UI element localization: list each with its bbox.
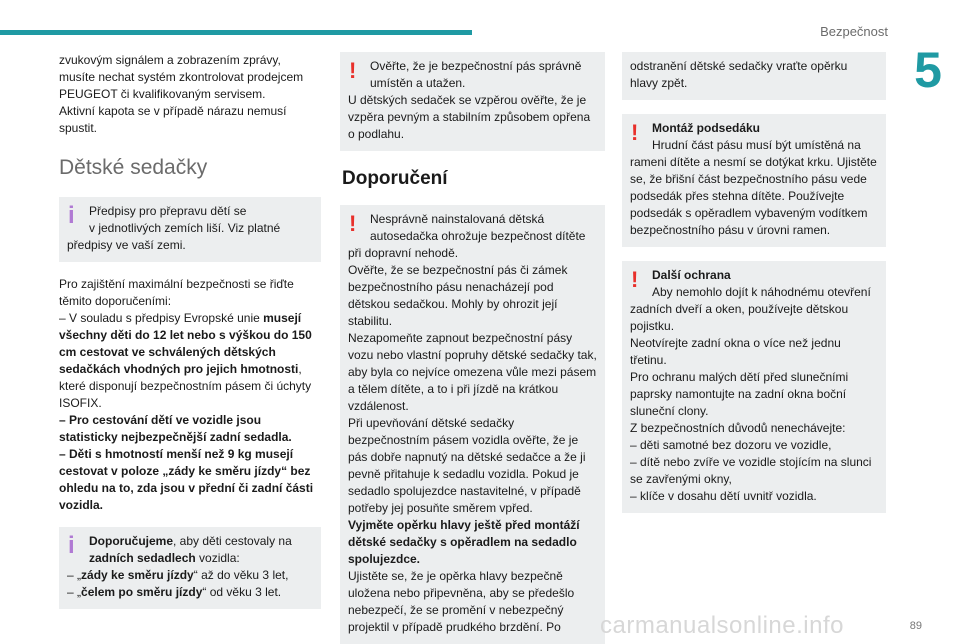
warning-text: Ověřte, že se bezpečnostní pás či zámek bezpečnostního pásu nenacházejí pod dětskou sedačkou. Mohly by ohrozit její stabilitu.	[348, 263, 568, 328]
warning-text: o podlahu.	[348, 127, 405, 141]
info-text: v jednotlivých zemích liší. Viz platné	[89, 221, 281, 235]
bullet: – V souladu s předpisy Evropské unie musejí všechny děti do 12 let nebo s výškou do 150 cm cestovat ve schválených dětských sedačkách vhodných pro jejich hmotnosti, které disponují bezpečnostním pásem či úchyty ISOFIX.	[59, 311, 312, 410]
warning-text: odstranění dětské sedačky vraťte opěrku	[630, 59, 848, 73]
intro-line: Aktivní kapota se v případě nárazu nemusí	[59, 104, 287, 118]
info-text: předpisy ve vaší zemi.	[67, 238, 186, 252]
warning-text: U dětských sedaček se vzpěrou ověřte, že je	[348, 93, 587, 107]
section-title: Bezpečnost	[820, 24, 888, 39]
warning-text: Hrudní část pásu musí být umístěná na	[652, 138, 861, 152]
list-item: – klíče v dosahu dětí uvnitř vozidla.	[630, 489, 817, 503]
warning-box-booster	[622, 114, 886, 247]
intro-line: zvukovým signálem a zobrazením zprávy,	[59, 53, 281, 67]
info-list-item: – „zády ke směru jízdy“ až do věku 3 let,	[67, 568, 289, 582]
bullet: – Pro cestování dětí ve vozidle jsou statisticky nejbezpečnější zadní sedadla.	[59, 413, 292, 444]
bullet: – Děti s hmotností menší než 9 kg musejí cestovat v poloze „zády ke směru jízdy“ bez ohledu na to, zda jsou v přední či zadní části vozidla.	[59, 447, 314, 512]
intro-line: PEUGEOT či kvalifikovaným servisem.	[59, 87, 266, 101]
warning-text: Pro ochranu malých dětí před slunečními paprsky namontujte na zadní okna boční sluneční clony.	[630, 370, 849, 418]
list-item: – dítě nebo zvíře ve vozidle stojícím na slunci se zavřenými okny,	[630, 455, 872, 486]
info-text: Doporučujeme, aby děti cestovaly na	[89, 534, 292, 548]
heading-recommendations: Doporučení	[342, 168, 448, 189]
intro-line: spustit.	[59, 121, 98, 135]
warning-text: Ověřte, že je bezpečnostní pás správně	[370, 59, 582, 73]
warning-box-installation	[340, 205, 605, 644]
warning-title: Další ochrana	[652, 268, 731, 282]
column-middle	[340, 52, 605, 644]
warning-icon: !	[349, 211, 357, 236]
warning-text: Nezapomeňte zapnout bezpečnostní pásy vozu nebo vlastní popruhy dětské sedačky tak, aby byla co nejvíce omezena vůle mezi pásem a tělem dítěte, a to i při jízdě na krátkou vzdálenost.	[348, 331, 597, 413]
info-text: zadních sedadlech vozidla:	[89, 551, 240, 565]
warning-text: autosedačka ohrožuje bezpečnost dítěte	[370, 229, 586, 243]
warning-box-belt	[340, 52, 605, 151]
warning-text: Vyjměte opěrku hlavy ještě před montáží dětské sedačky s opěradlem na sedadlo spolujezdce.	[348, 518, 580, 566]
warning-text: Nesprávně nainstalovaná dětská	[370, 212, 545, 226]
warning-text: Při upevňování dětské sedačky bezpečnostním pásem vozidla ověřte, že je pás dobře napnutý na dětské sedačce a že ji pevně přitahuje k sedadlu vozidla. Pokud je sedadlo spolujezdce nastavitelné, v případě potřeby jej posuňte směrem vpřed.	[348, 416, 586, 515]
warning-text: Neotvírejte zadní okna o více než jednu třetinu.	[630, 336, 841, 367]
watermark: carmanualsonline.info	[600, 612, 844, 639]
info-list-item: – „čelem po směru jízdy“ od věku 3 let.	[67, 585, 282, 599]
info-text: Předpisy pro přepravu dětí se	[89, 204, 247, 218]
column-right	[622, 52, 886, 513]
warning-icon: !	[631, 267, 639, 292]
list-item: – děti samotné bez dozoru ve vozidle,	[630, 438, 832, 452]
warning-text: Z bezpečnostních důvodů nenechávejte:	[630, 421, 846, 435]
warning-box-protection	[622, 261, 886, 513]
warning-text: při dopravní nehodě.	[348, 246, 459, 260]
info-icon: i	[68, 532, 75, 559]
warning-text: rameni dítěte a nesmí se dotýkat krku. Ujistěte se, že břišní část bezpečnostního pásu vede podsedák přes stehna dítěte. Používejte podsedák s opěradlem vybaveným vodítkem bezpečnostního pásu v úrovni ramen.	[630, 155, 877, 237]
header-accent-bar	[0, 30, 472, 35]
warning-text: Ujistěte se, že je opěrka hlavy bezpečně uložena nebo připevněna, aby se předešlo nebezpečí, že se promění v nebezpečný projektil v případě prudkého brzdění. Po	[348, 569, 575, 634]
warning-text: hlavy zpět.	[630, 76, 688, 90]
warning-icon: !	[349, 58, 357, 83]
warning-text: zadních dveří a oken, používejte dětskou pojistku.	[630, 302, 849, 333]
info-icon: i	[68, 202, 75, 229]
warning-title: Montáž podsedáku	[652, 121, 761, 135]
warning-text: umístěn a utažen.	[370, 76, 466, 90]
info-box-recommendation	[59, 527, 321, 609]
info-box-regulations	[59, 197, 321, 262]
heading-child-seats: Dětské sedačky	[59, 156, 208, 179]
chapter-number: 5	[896, 40, 960, 100]
page-number: 89	[909, 620, 922, 632]
warning-text: Aby nemohlo dojít k náhodnému otevření	[652, 285, 871, 299]
column-left	[59, 52, 321, 609]
intro-line: musíte nechat systém zkontrolovat prodejcem	[59, 70, 304, 84]
paragraph: Pro zajištění maximální bezpečnosti se řiďte těmito doporučeními:	[59, 277, 294, 308]
warning-icon: !	[631, 120, 639, 145]
warning-text: vzpěra pevným a stabilním způsobem opřena	[348, 110, 591, 124]
continued-box	[622, 52, 886, 100]
